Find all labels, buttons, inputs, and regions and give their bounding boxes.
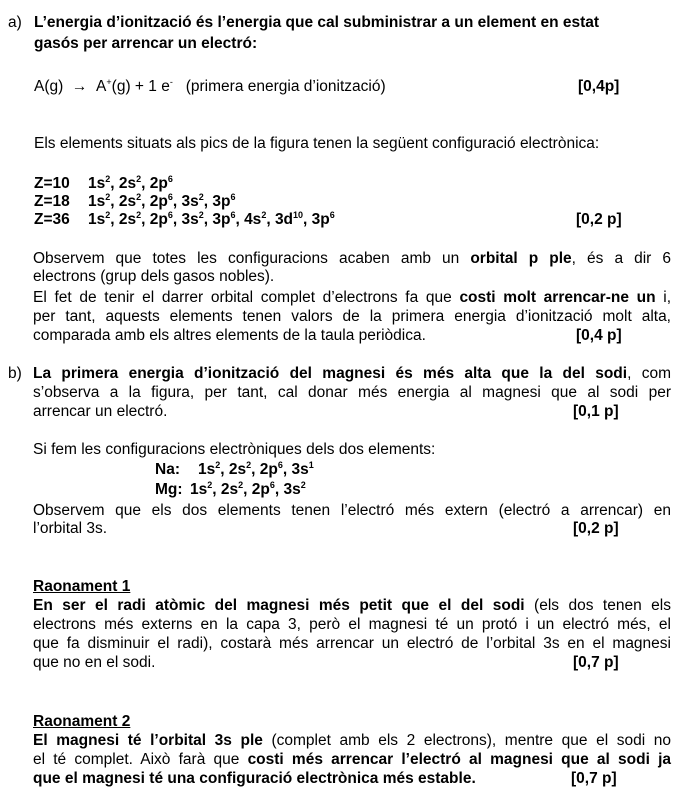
config-na: Na: $1s^2$, $2s^2$, $2p^6$, $3s^1$ bbox=[155, 460, 314, 478]
points-a1: [0,4p] bbox=[578, 78, 620, 95]
observation-1-line2: electrons (grup dels gasos nobles). bbox=[33, 268, 275, 285]
part-b-line1: La primera energia d’ionització del magnesi és més alta que la del sodi, com bbox=[33, 365, 671, 382]
observation-2-line3: comparada amb els altres elements de la taula periòdica. bbox=[33, 327, 426, 344]
reasoning-2-line3: que el magnesi té una configuració electrònica més estable. bbox=[33, 770, 476, 787]
observation-2-line1: El fet de tenir el darrer orbital complet d’electrons fa que costi molt arrencar-ne un i, bbox=[33, 289, 671, 306]
points-r1: [0,7 p] bbox=[573, 654, 619, 671]
observation-1-line1: Observem que totes les configuracions acaben amb un orbital p ple, és a dir 6 bbox=[33, 250, 672, 267]
config-z36: Z=36 $1s^2$, $2s^2$, $2p^6$, $3s^2$, $3p^6$, $4s^2$, $3d^{10}$, $3p^6$ bbox=[34, 210, 335, 228]
reasoning-1-line1: En ser el radi atòmic del magnesi més petit que el del sodi (els dos tenen els bbox=[33, 597, 671, 614]
part-b-marker: b) bbox=[8, 365, 22, 382]
reasoning-2-line2: el té complet. Això farà que costi més arrencar l’electró al magnesi que al sodi ja bbox=[33, 751, 672, 768]
reasoning-1-line4: que no en el sodi. bbox=[33, 654, 156, 671]
reaction-arrow: → bbox=[71, 78, 88, 95]
points-b2: [0,2 p] bbox=[573, 520, 619, 537]
points-r2: [0,7 p] bbox=[571, 770, 617, 787]
reasoning-2-line1: El magnesi té l’orbital 3s ple (complet amb els 2 electrons), mentre que el sodi no bbox=[33, 732, 671, 749]
part-a-intro-line1: L’energia d’ionització és l’energia que cal subministrar a un element en estat bbox=[34, 14, 600, 31]
part-b-line2: s’observa a la figura, per tant, cal donar més energia al magnesi que al sodi per bbox=[33, 384, 671, 401]
reasoning-1-line3: que fa disminuir el radi), costarà més arrencar un electró de l’orbital 3s en el magnesi bbox=[33, 635, 671, 652]
observation-b-line1: Observem que els dos elements tenen l’electró més extern (electró a arrencar) en bbox=[33, 502, 671, 519]
part-a-intro-line2: gasós per arrencar un electró: bbox=[34, 35, 258, 52]
config-mg: Mg: $1s^2$, $2s^2$, $2p^6$, $3s^2$ bbox=[155, 480, 306, 498]
config-z10: Z=10 $1s^2$, $2s^2$, $2p^6$ bbox=[34, 174, 173, 192]
reasoning-1-title: Raonament 1 bbox=[33, 578, 131, 595]
part-b-line3: arrencar un electró. bbox=[33, 403, 168, 420]
part-a-marker: a) bbox=[8, 14, 22, 31]
config-z18: Z=18 $1s^2$, $2s^2$, $2p^6$, $3s^2$, $3p^6$ bbox=[34, 192, 236, 210]
config-intro: Els elements situats als pics de la figura tenen la següent configuració electrònica: bbox=[34, 135, 600, 152]
points-a3: [0,4 p] bbox=[576, 327, 622, 344]
observation-2-line2: per tant, aquests elements tenen valors de la primera energia d’ionització molt alta, bbox=[33, 308, 671, 325]
points-b1: [0,1 p] bbox=[573, 403, 619, 420]
reasoning-2-title: Raonament 2 bbox=[33, 713, 131, 730]
reasoning-1-line2: electrons més externs en la capa 3, però el magnesi té un protó i un electró més, el bbox=[33, 616, 671, 633]
observation-b-line2: l’orbital 3s. bbox=[33, 520, 108, 537]
ionization-equation: A(g) → A+(g) + 1 e- (primera energia d’ionització) bbox=[34, 77, 386, 95]
points-a2: [0,2 p] bbox=[576, 211, 622, 228]
config-intro-b: Si fem les configuracions electròniques dels dos elements: bbox=[33, 441, 436, 458]
